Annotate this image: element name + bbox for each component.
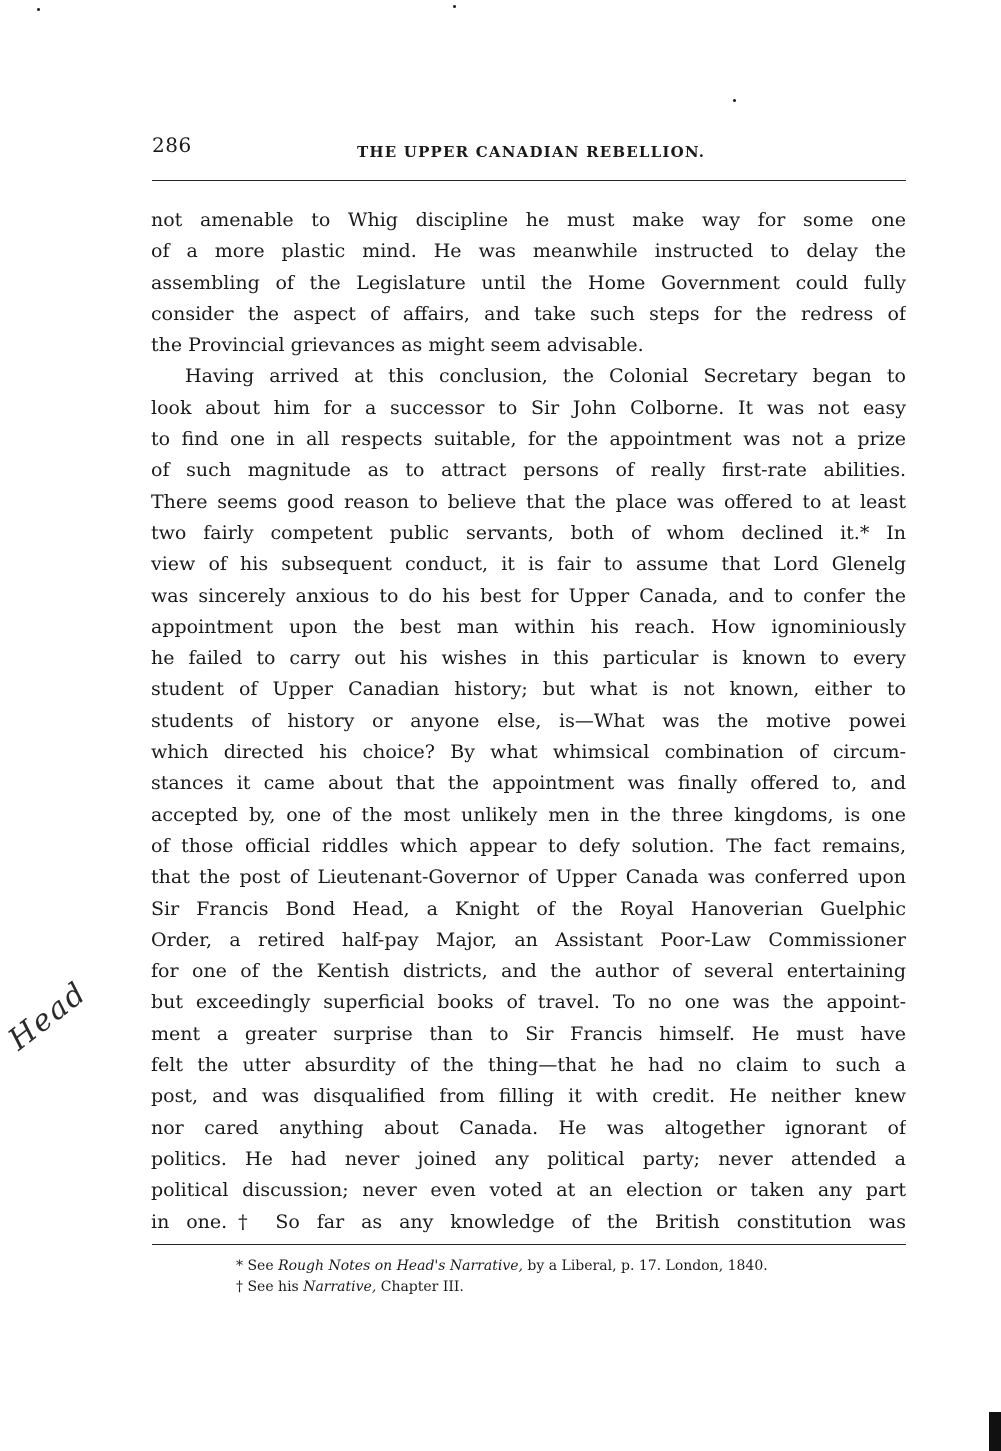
footnote-2-prefix: † See his	[236, 1279, 304, 1295]
body-line: Sir Francis Bond Head, a Knight of the Royal Hanoverian Guelphic	[151, 897, 906, 920]
body-line: was sincerely anxious to do his best for Upper Canada, and to confer the	[151, 584, 906, 607]
footnote-2	[236, 1277, 768, 1298]
body-line: which directed his choice? By what whimsical combination of circum-	[151, 741, 906, 764]
scan-speck	[453, 5, 456, 8]
body-line: not amenable to Whig discipline he must make way for some one	[151, 209, 906, 231]
footnote-1-prefix: * See	[236, 1258, 279, 1274]
body-line: to find one in all respects suitable, for the appointment was not a prize	[151, 428, 906, 451]
body-line: view of his subsequent conduct, it is fair to assume that Lord Glenelg	[151, 553, 906, 576]
body-line: stances it came about that the appointment was finally offered to, and	[151, 772, 906, 795]
body-line: of such magnitude as to attract persons of really first-rate abilities.	[151, 459, 906, 482]
body-line: the Provincial grievances as might seem advisable.	[151, 334, 644, 357]
footnote-rule	[152, 1244, 906, 1245]
body-line: consider the aspect of affairs, and take such steps for the redress of	[151, 302, 906, 325]
body-line: in one.† So far as any knowledge of the British constitution was	[151, 1210, 906, 1233]
body-line: political discussion; never even voted at an election or taken any part	[151, 1179, 906, 1202]
scan-speck	[37, 8, 40, 11]
page-number: 286	[152, 133, 192, 157]
body-line: students of history or anyone else, is—What was the motive powei	[151, 709, 906, 732]
footnote-1-title: Rough Notes on Head's Narrative,	[278, 1258, 523, 1274]
body-line: felt the utter absurdity of the thing—that he had no claim to such a	[151, 1054, 906, 1077]
body-line: look about him for a successor to Sir John Colborne. It was not easy	[151, 396, 906, 419]
body-line: he failed to carry out his wishes in this particular is known to every	[151, 647, 906, 670]
footnote-1	[236, 1256, 768, 1277]
handwritten-margin-note: Head	[2, 975, 94, 1058]
body-line: Order, a retired half-pay Major, an Assistant Poor-Law Commissioner	[151, 928, 906, 951]
footnote-2-suffix: Chapter III.	[376, 1279, 464, 1295]
scan-speck	[733, 99, 736, 102]
body-line: There seems good reason to believe that the place was offered to at least	[151, 490, 906, 513]
body-line: but exceedingly superficial books of travel. To no one was the appoint-	[151, 991, 906, 1014]
body-line: appointment upon the best man within his reach. How ignominiously	[151, 615, 906, 638]
body-line: of a more plastic mind. He was meanwhile instructed to delay the	[151, 240, 906, 263]
body-line: ment a greater surprise than to Sir Francis himself. He must have	[151, 1022, 906, 1045]
body-line: student of Upper Canadian history; but what is not known, either to	[151, 678, 906, 701]
footnote-2-title: Narrative,	[303, 1279, 377, 1295]
body-line: of those official riddles which appear to defy solution. The fact remains,	[151, 834, 906, 857]
body-line: Having arrived at this conclusion, the Colonial Secretary began to	[185, 365, 906, 388]
body-line: nor cared anything about Canada. He was altogether ignorant of	[151, 1116, 906, 1139]
running-title: THE UPPER CANADIAN REBELLION.	[357, 143, 706, 161]
header-rule	[152, 180, 906, 181]
body-text	[151, 205, 906, 1238]
body-line: two fairly competent public servants, both of whom declined it.* In	[151, 521, 906, 544]
body-line: accepted by, one of the most unlikely men in the three kingdoms, is one	[151, 803, 906, 826]
scan-edge-bar	[989, 1412, 1001, 1451]
body-line: politics. He had never joined any political party; never attended a	[151, 1147, 906, 1170]
body-line: for one of the Kentish districts, and the author of several entertaining	[151, 960, 906, 983]
body-line: assembling of the Legislature until the Home Government could fully	[151, 271, 906, 294]
body-line: post, and was disqualified from filling it with credit. He neither knew	[151, 1085, 906, 1108]
footnote-1-suffix: by a Liberal, p. 17. London, 1840.	[522, 1258, 768, 1274]
body-line: that the post of Lieutenant-Governor of Upper Canada was conferred upon	[151, 866, 906, 889]
footnotes	[236, 1256, 768, 1298]
